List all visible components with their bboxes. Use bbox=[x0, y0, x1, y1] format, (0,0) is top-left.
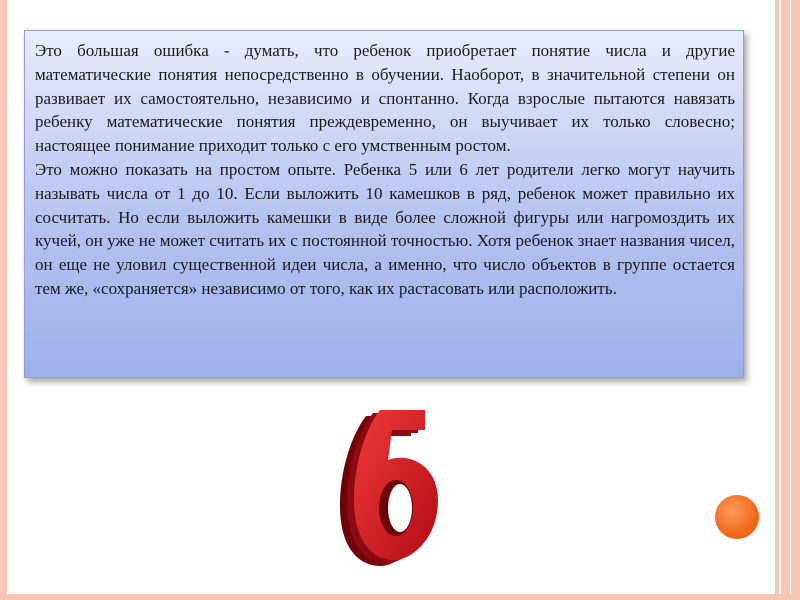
paragraph-2: Это можно показать на простом опыте. Ребенка 5 или 6 лет родители легко могут научить называть числа от 1 до 10. Если выложить 10 камешков в ряд, ребенок может правильно их сосчитать. Но если выложить камешки в виде более сложной фигуры или нагромоздить их кучей, он уже не может считать их с постоянной точностью. Хотя ребенок знает названия чисел, он еще не уловил существенной идеи числа, а именно, что число объектов в группе остается тем же, «сохраняется» независимо от того, как их растасовать или расположить. bbox=[35, 159, 735, 298]
left-frame-bar bbox=[0, 0, 7, 600]
red-3d-six-graphic bbox=[340, 400, 450, 570]
right-frame-line bbox=[779, 0, 781, 600]
right-frame-line-thin bbox=[790, 0, 791, 600]
orange-dot-decoration bbox=[715, 495, 759, 539]
bottom-frame-bar bbox=[0, 594, 800, 600]
paragraph-1: Это большая ошибка - думать, что ребенок приобретает понятие числа и другие математические понятия непосредственно в обучении. Наоборот, в значительной степени он развивает их самостоятельно, независимо и спонтанно. Когда взрослые пытаются навязать ребенку математические понятия преждевременно, он выучивает их только словесно; настоящее понимание приходит только с его умственным ростом. bbox=[35, 41, 735, 156]
slide-text-box bbox=[24, 30, 744, 378]
